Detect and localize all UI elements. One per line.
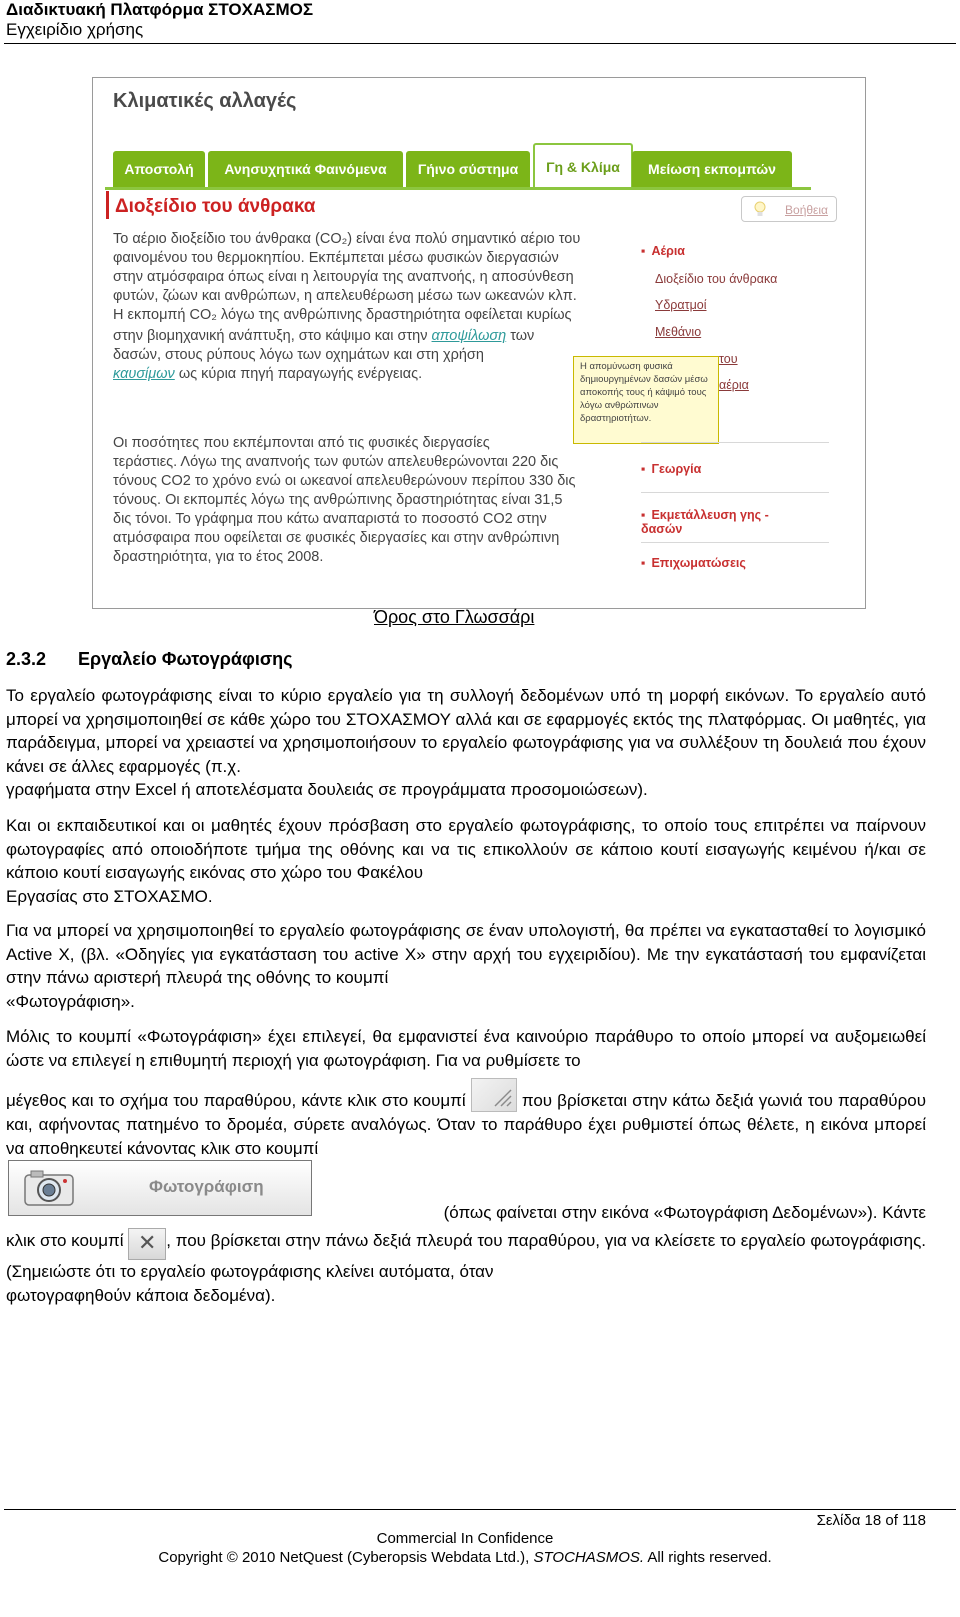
- copyright-text: Copyright © 2010 NetQuest (Cyberopsis Webdata Ltd.),: [158, 1549, 530, 1566]
- paragraph-text: Μόλις το κουμπί «Φωτογράφιση» έχει επιλεγεί, θα εμφανιστεί ένα καινούριο παράθυρο το οποίο μπορεί να αυξομειωθεί ώστε να επιλεγεί η επιθυμητή περιοχή για φωτογράφιση. Για να ρυθμίσετε το: [6, 1027, 926, 1070]
- p1-line: δασών, στους ρύπους λόγω των οχημάτων και στη χρήση: [113, 347, 484, 363]
- resize-grip-icon: [491, 1086, 513, 1108]
- p1-line: [113, 365, 635, 384]
- sidebar-item-water-vapour[interactable]: Υδρατμοί: [655, 298, 707, 312]
- paragraph-4-b: [6, 1078, 926, 1161]
- paragraph-text: Για να μπορεί να χρησιμοποιηθεί το εργαλείο φωτογράφισης σε έναν υπολογιστή, θα πρέπει να εγκατασταθεί το λογισμικό Active X, (βλ. «Οδηγίες για εγκατάσταση του active X» στην αρχή του εγχειριδίου). Με την εγκατάστασή του εμφανίζεται στην πάνω αριστερή πλευρά της οθόνης το κουμπί: [6, 921, 926, 987]
- paragraph-text: (όπως φαίνεται στην εικόνα «Φωτογράφιση Δεδομένων»). Κάντε: [443, 1203, 926, 1222]
- tab-mission[interactable]: Αποστολή: [113, 151, 205, 187]
- fuels-link[interactable]: καυσίμων: [113, 366, 175, 382]
- paragraph-last-line: γραφήματα στην Excel ή αποτελέσματα δουλειάς σε προγράμματα προσομοιώσεων).: [6, 780, 648, 799]
- sidebar-item-gases[interactable]: [641, 244, 685, 258]
- lightbulb-icon: [752, 200, 768, 218]
- p2-line: δραστηριότητα, για το έτος 2008.: [113, 549, 324, 565]
- tab-earth-climate[interactable]: Γη & Κλίμα: [533, 143, 633, 189]
- confidentiality-notice: Commercial In Confidence: [376, 1530, 554, 1547]
- help-label: Βοήθεια: [785, 203, 828, 217]
- paragraph-last-line: Εργασίας στο ΣΤΟΧΑΣΜΟ.: [6, 886, 213, 906]
- header-subtitle: Εγχειρίδιο χρήσης: [6, 20, 144, 39]
- paragraph-text: μέγεθος και το σχήμα του παραθύρου, κάντε κλικ στο κουμπί: [6, 1091, 466, 1110]
- content-paragraph-2: [113, 434, 635, 567]
- paragraph-last-line: φωτογραφηθούν κάποια δεδομένα).: [6, 1286, 276, 1305]
- figure-caption: Όρος στο Γλωσσάρι: [374, 607, 535, 627]
- sidebar-item-methane[interactable]: Μεθάνιο: [655, 325, 702, 339]
- sidebar-label: Επιχωματώσεις: [651, 556, 746, 570]
- bullet-icon: ▪: [641, 508, 646, 522]
- p1-line: Η εκπομπή CO₂ λόγω της ανθρώπινης δραστηριότητα οφείλεται κυρίως: [113, 307, 572, 323]
- sidebar-divider: [641, 442, 829, 443]
- camera-icon: [23, 1169, 75, 1207]
- tab-bar: [113, 143, 813, 187]
- p1-line: φαινομένου του θερμοκηπίου. Εκπέμπεται μέσω φυσικών διεργασιών: [113, 250, 559, 266]
- sidebar-item-land-use[interactable]: [641, 508, 791, 536]
- bullet-icon: ▪: [641, 462, 646, 476]
- resize-button[interactable]: [471, 1078, 517, 1112]
- paragraph-3: [6, 919, 926, 1013]
- sidebar-item-landfills[interactable]: [641, 556, 746, 570]
- close-button[interactable]: [128, 1228, 166, 1260]
- paragraph-text: κλικ στο κουμπί: [6, 1231, 124, 1250]
- header-divider: [4, 43, 956, 44]
- copyright-text: All rights reserved.: [647, 1549, 772, 1566]
- copyright-brand: STOCHASMOS.: [533, 1549, 645, 1566]
- paragraph-4-a: [6, 1025, 926, 1072]
- paragraph-text: , που βρίσκεται στην πάνω δεξιά πλευρά του παραθύρου, για να κλείσετε το εργαλείο φωτογράφισης. (Σημειώστε ότι το εργαλείο φωτογράφισης κλείνει αυτόματα, όταν: [6, 1231, 926, 1281]
- header-title: Διαδικτυακή Πλατφόρμα ΣΤΟΧΑΣΜΟΣ: [6, 0, 314, 19]
- p2-line: τόνους. Οι εκπομπές λόγω της ανθρώπινης δραστηριότητας είναι 31,5: [113, 492, 563, 508]
- p1-line: φυτών, ζώων και ανθρώπων, η απελευθέρωση μέσω των ωκεανών κλπ.: [113, 288, 577, 304]
- photograph-button-label: Φωτογράφιση: [149, 1177, 264, 1196]
- p1-line: Το αέριο διοξείδιο του άνθρακα (CO₂) είναι ένα πολύ σημαντικό αέριο του: [113, 231, 581, 247]
- paragraph-last-line: «Φωτογράφιση».: [6, 991, 135, 1011]
- page-number: Σελίδα 18 of 118: [816, 1512, 926, 1529]
- sidebar-divider: [641, 542, 829, 543]
- document-header: [6, 0, 313, 40]
- tab-underline: [105, 187, 811, 190]
- glossary-tooltip: Η απομύνωση φυσικά δημιουργημένων δασών μέσω αποκοπής τους ή κάψιμό τους λόγω ανθρώπινων δραστηριοτήτων.: [573, 356, 719, 444]
- p2-line: τεράστιες. Λόγω της αναπνοής των φυτών απελευθερώνονται 220 δις: [113, 454, 559, 470]
- content-title: Διοξείδιο του άνθρακα: [115, 196, 316, 217]
- sidebar-label: Γεωργία: [651, 462, 702, 476]
- paragraph-text: Και οι εκπαιδευτικοί και οι μαθητές έχουν πρόσβαση στο εργαλείο φωτογράφισης, το οποίο τους επιτρέπει να παίρνουν φωτογραφίες από οποιοδήποτε τμήμα της οθόνης και να τις επικολλούν σε κάποιο κουτί εισαγωγής κειμένου ή/και σε κάποιο κουτί εισαγωγής εικόνας στο χώρο του Φακέλου: [6, 816, 926, 882]
- help-button[interactable]: [741, 196, 837, 222]
- tab-earth-system[interactable]: Γήινο σύστημα: [406, 151, 530, 187]
- p2-line: Οι ποσότητες που εκπέμπονται από τις φυσικές διεργασίες: [113, 435, 490, 451]
- bullet-icon: ▪: [641, 556, 646, 570]
- sidebar-label: Εκμετάλλευση γης - δασών: [641, 508, 769, 536]
- footer-divider: [4, 1509, 956, 1510]
- subtitle-accent: [106, 191, 109, 219]
- paragraph-1: [6, 684, 926, 802]
- p2-line: δις τόνοι. Το γράφημα που κάτω αναπαριστά το ποσοστό CO2 στην: [113, 511, 547, 527]
- p1-line-text: στην βιομηχανική ανάπτυξη, στο κάψιμο και στην: [113, 328, 428, 344]
- sidebar-item-partial-2[interactable]: αέρια: [719, 378, 749, 392]
- tab-emission-reduction[interactable]: Μείωση εκπομπών: [632, 151, 792, 187]
- paragraph-4-d: [6, 1228, 926, 1308]
- copyright-notice: [0, 1549, 930, 1566]
- p1-line: [113, 327, 635, 346]
- climate-change-screenshot: [92, 77, 866, 609]
- p2-line: τόνους CO2 το χρόνο ενώ οι ωκεανοί απελευθερώνουν περίπου 330 δις: [113, 473, 576, 489]
- paragraph-text: που βρίσκεται στην κάτω δεξιά γωνιά του παραθύρου και, αφήνοντας πατημένο το δρομέα, σύρετε αναλόγως. Όταν το παράθυρο έχει ρυθμιστεί όπως θέλετε, η εικόνα μπορεί να αποθηκευτεί κάνοντας κλικ στο κουμπί: [6, 1091, 927, 1158]
- paragraph-text: Το εργαλείο φωτογράφισης είναι το κύριο εργαλείο για τη συλλογή δεδομένων υπό τη μορφή εικόνων. Το εργαλείο αυτό μπορεί να χρησιμοποιηθεί σε κάθε χώρο του ΣΤΟΧΑΣΜΟΥ αλλά και σε εφαρμογές εκτός της πλατφόρμας. Οι μαθητές, για παράδειγμα, μπορεί να χρειαστεί να χρησιμοποιήσουν το εργαλείο φωτογράφισης για να συλλέξουν τη δουλειά που έχουν κάνει σε άλλες εφαρμογές (π.χ.: [6, 686, 926, 776]
- deforestation-link[interactable]: αποψίλωση: [431, 328, 507, 344]
- p1-line-text: των: [510, 328, 535, 344]
- p2-line: ατμόσφαιρα που οφείλεται σε φυσικές διεργασίες και στην ανθρώπινη: [113, 530, 560, 546]
- paragraph-2: [6, 814, 926, 908]
- sidebar-item-co2[interactable]: Διοξείδιο του άνθρακα: [655, 272, 778, 286]
- sidebar-item-partial-1[interactable]: του: [719, 352, 738, 366]
- p1-line: στην ατμόσφαιρα όπως είναι η λειτουργία της αναπνοής, η αποσύνθεση: [113, 269, 574, 285]
- section-heading: [6, 649, 293, 670]
- photograph-button[interactable]: [8, 1160, 312, 1216]
- paragraph-4-c: [324, 1201, 926, 1225]
- sidebar-item-agriculture[interactable]: [641, 462, 701, 476]
- sidebar-label: Αέρια: [651, 244, 685, 258]
- content-paragraph-1: [113, 230, 635, 384]
- close-icon: ✕: [138, 1230, 157, 1255]
- bullet-icon: ▪: [641, 244, 646, 258]
- sidebar-divider: [641, 492, 829, 493]
- section-number: 2.3.2: [6, 649, 47, 669]
- p1-line-text: ως κύρια πηγή παραγωγής ενέργειας.: [178, 366, 423, 382]
- section-title: Εργαλείο Φωτογράφισης: [78, 649, 293, 669]
- tab-alarming-phenomena[interactable]: Ανησυχητικά Φαινόμενα: [208, 151, 403, 187]
- screenshot-title: Κλιματικές αλλαγές: [113, 90, 297, 112]
